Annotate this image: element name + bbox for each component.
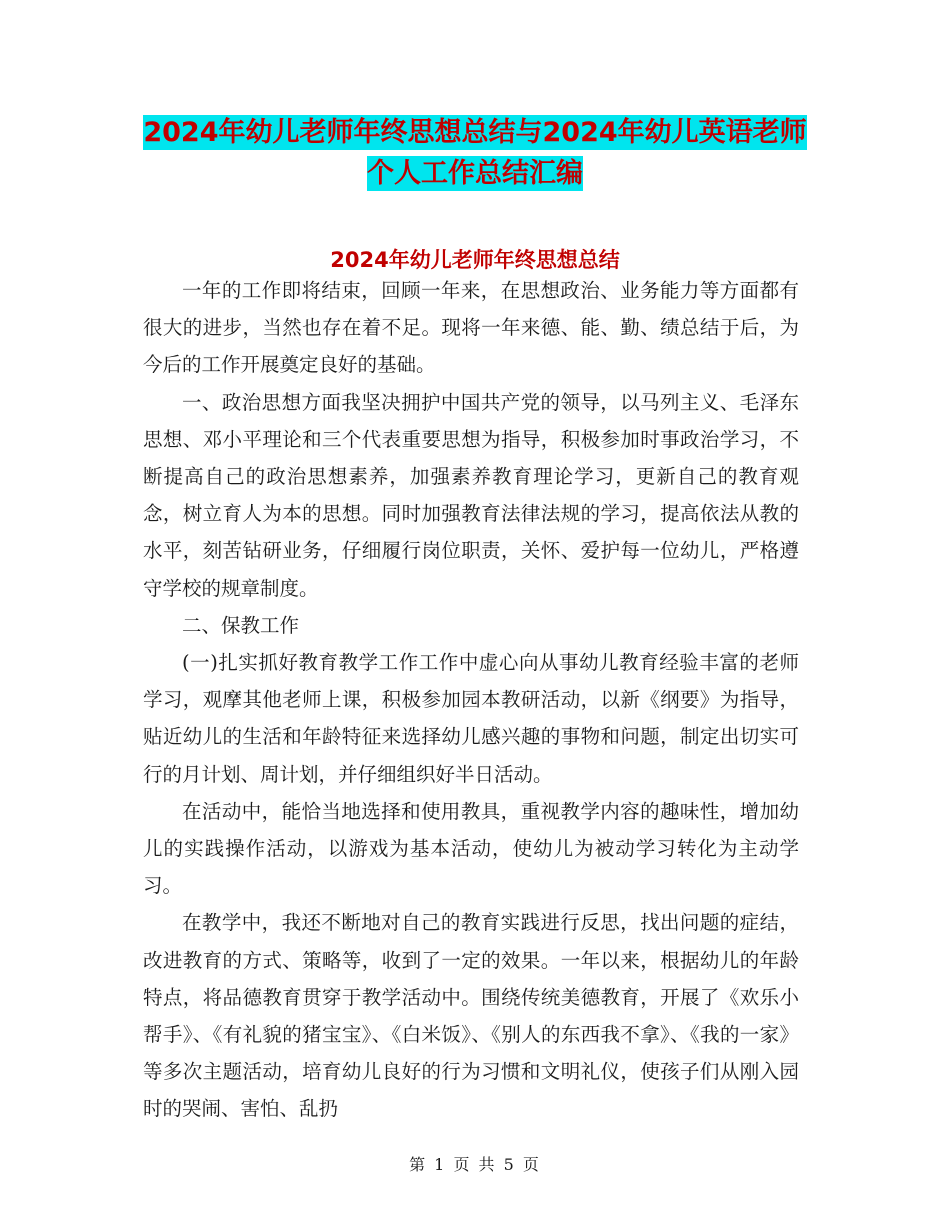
paragraph: 在活动中，能恰当地选择和使用教具，重视教学内容的趣味性，增加幼儿的实践操作活动，以游戏为基本活动，使幼儿为被动学习转化为主动学习。 <box>143 799 799 898</box>
paragraph: 一、政治思想方面我坚决拥护中国共产党的领导，以马列主义、毛泽东思想、邓小平理论和三个代表重要思想为指导，积极参加时事政治学习，不断提高自己的政治思想素养，加强素养教育理论学习，更新自己的教育观念，树立育人为本的思想。同时加强教育法律法规的学习，提高依法从教的水平，刻苦钻研业务，仔细履行岗位职责，关怀、爱护每一位幼儿，严格遵守学校的规章制度。 <box>143 390 799 600</box>
paragraph: 二、保教工作 <box>182 613 300 637</box>
paragraph: 在教学中，我还不断地对自己的教育实践进行反思，找出问题的症结，改进教育的方式、策略等，收到了一定的效果。一年以来，根据幼儿的年龄特点，将品德教育贯穿于教学活动中。围绕传统美德教育，开展了《欢乐小帮手》、《有礼貌的猪宝宝》、《白米饭》、《别人的东西我不拿》、《我的一家》等多次主题活动，培育幼儿良好的行为习惯和文明礼仪，使孩子们从刚入园时的哭闹、害怕、乱扔 <box>143 911 799 1121</box>
paragraph: (一)扎实抓好教育教学工作工作中虚心向从事幼儿教育经验丰富的老师学习，观摩其他老师上课，积极参加园本教研活动，以新《纲要》为指导，贴近幼儿的生活和年龄特征来选择幼儿感兴趣的事物和问题，制定出切实可行的月计划、周计划，并仔细组织好半日活动。 <box>143 651 799 786</box>
document-body <box>143 272 799 1128</box>
section-title: 2024年幼儿老师年终思想总结 <box>330 248 620 272</box>
paragraph: 一年的工作即将结束，回顾一年来，在思想政治、业务能力等方面都有很大的进步，当然也存在着不足。现将一年来德、能、勤、绩总结于后，为今后的工作开展奠定良好的基础。 <box>143 279 799 377</box>
document-title-line-1 <box>0 115 950 151</box>
title-highlight-2: 个人工作总结汇编 <box>367 158 583 189</box>
document-title-line-2 <box>0 156 950 192</box>
title-highlight-1: 2024年幼儿老师年终思想总结与2024年幼儿英语老师 <box>143 117 807 148</box>
page-footer: 第 1 页 共 5 页 <box>409 1155 541 1174</box>
